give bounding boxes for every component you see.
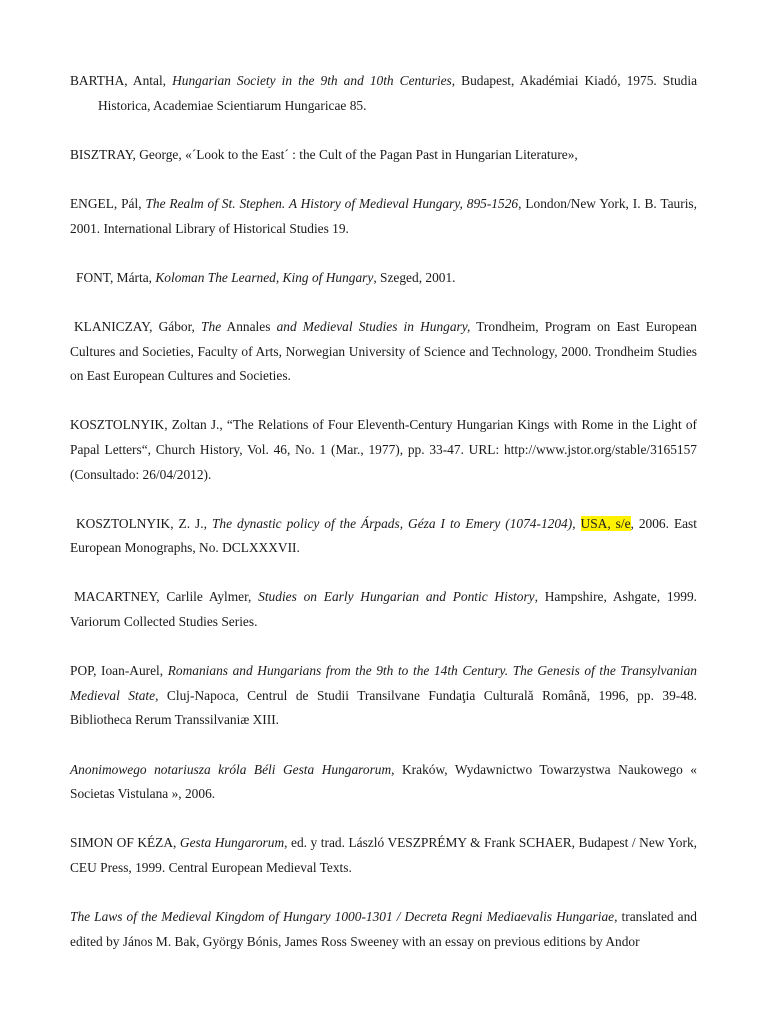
entry-title: The Laws of the Medieval Kingdom of Hungary 1000-1301 / Decreta Regni Mediaevalis Hungariae [70, 909, 615, 925]
entry-author: KLANICZAY, Gábor, [74, 318, 202, 334]
entry-details: Trondheim, Program on East European Cultures and Societies, Faculty of Arts, Norwegian University of Science and Technology, 2000. Trondheim Studies on East European Cultures and Societies. [70, 318, 698, 384]
entry-title-part: and Medieval Studies in Hungary, [276, 318, 471, 334]
entry-details: , ed. y trad. László VESZPRÉMY & Frank SCHAER, Budapest / New York, CEU Press, 1999. Central European Medieval Texts. [70, 835, 697, 875]
entry-details: , Cluj-Napoca, Centrul de Studii Transilvane Fundaţia Culturală Română, 1996, pp. 39-48. Bibliotheca Rerum Transsilvaniæ XIII. [70, 687, 697, 728]
entry-details: , Kraków, Wydawnictwo Towarzystwa Naukowego « Societas Vistulana », 2006. [70, 761, 697, 802]
entry-title: Romanians and Hungarians from the 9th to the 14th Century. The Genesis of the Transylvanian Medieval State [70, 663, 697, 703]
entry-author: KOSZTOLNYIK, Z. J., [76, 515, 212, 531]
entry-separator: , [572, 515, 581, 531]
bib-entry-laws [70, 905, 697, 954]
bib-entry-pop [70, 659, 697, 733]
entry-title: Anonimowego notariusza króla Béli Gesta Hungarorum [70, 761, 392, 777]
highlighted-text: USA, s/e [580, 515, 631, 531]
bib-entry-kosztolnyik-book [70, 512, 697, 561]
entry-details: , Szeged, 2001. [373, 269, 456, 285]
entry-title-roman: Annales [221, 318, 277, 334]
entry-details: , 2006. East European Monographs, No. DCLXXXVII. [70, 515, 697, 556]
entry-author: POP, Ioan-Aurel, [70, 663, 168, 679]
entry-author: ENGEL, Pál, [70, 195, 146, 211]
bib-entry-anonimowego [70, 758, 697, 807]
entry-title: Studies on Early Hungarian and Pontic History [258, 589, 535, 605]
entry-title: Hungarian Society in the 9th and 10th Centuries [172, 73, 452, 88]
entry-title: Gesta Hungarorum [179, 835, 285, 851]
entry-details: , translated and edited by János M. Bak, György Bónis, James Ross Sweeney with an essay on previous editions by Andor [70, 909, 697, 949]
bib-entry-bisztray [70, 143, 697, 168]
entry-author: SIMON OF KÉZA, [70, 835, 180, 851]
bib-entry-macartney [70, 585, 697, 634]
entry-details: , Hampshire, Ashgate, 1999. Variorum Collected Studies Series. [70, 589, 697, 630]
entry-text: KOSZTOLNYIK, Zoltan J., “The Relations of Four Eleventh-Century Hungarian Kings with Rome in the Light of Papal Letters“, Church History, Vol. 46, No. 1 (Mar., 1977), pp. 33-47. URL: http://www.jstor.org/stable/3165157 (Consultado: 26/04/2012). [70, 417, 697, 482]
entry-author: BARTHA, Antal, [70, 73, 173, 88]
entry-title: The dynastic policy of the Árpads, Géza I to Emery (1074-1204) [211, 515, 573, 531]
entry-author: MACARTNEY, Carlile Aylmer, [74, 589, 259, 605]
bib-entry-kosztolnyik-article [70, 413, 697, 487]
bib-entry-klaniczay [70, 315, 697, 389]
bib-entry-engel [70, 192, 697, 241]
entry-title-part: The [201, 318, 222, 334]
bibliography [70, 69, 697, 979]
entry-title: Koloman The Learned, King of Hungary [155, 269, 374, 285]
bib-entry-bartha [70, 69, 697, 118]
entry-details: , Budapest, Akadémiai Kiadó, 1975. Studia Historica, Academiae Scientiarum Hungaricae 85. [98, 73, 698, 113]
bib-entry-simon-of-keza [70, 831, 697, 880]
entry-text: BISZTRAY, George, «´Look to the East´ : the Cult of the Pagan Past in Hungarian Literature», [70, 146, 578, 162]
entry-author: FONT, Márta, [76, 269, 156, 285]
bib-entry-font [70, 266, 697, 291]
entry-title: The Realm of St. Stephen. A History of Medieval Hungary, 895-1526 [145, 195, 519, 211]
entry-details: , London/New York, I. B. Tauris, 2001. International Library of Historical Studies 19. [70, 195, 697, 236]
